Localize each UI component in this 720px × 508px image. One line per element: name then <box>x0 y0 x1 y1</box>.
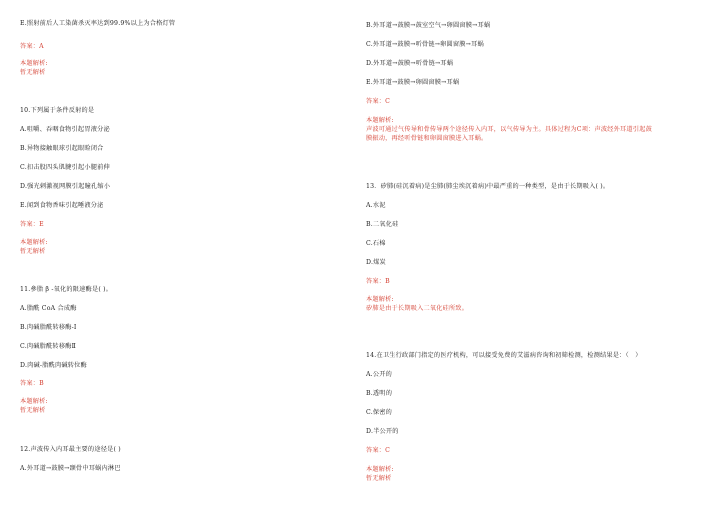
q13-option-b: B.二氧化硅 <box>366 221 399 228</box>
q11-option-a: A.脂酰 CoA 合成酶 <box>20 305 77 312</box>
q10-option-b: B.异物接触眼球引起眼睑闭合 <box>20 145 104 152</box>
q10-option-a: A.咀嚼、吞咽食物引起胃液分泌 <box>20 126 110 133</box>
q13-explanation-title: 本题解析: <box>366 296 394 303</box>
q13-stem: 13．矽肺(硅沉着病)是尘肺(肺尘埃沉着病)中最严重的一种类型，是由于长期吸入( )。 <box>366 183 610 190</box>
q10-option-e: E.闻到食物香味引起唾液分泌 <box>20 202 104 209</box>
q9-explanation-body: 暂无解析 <box>20 69 46 76</box>
q11-explanation-title: 本题解析: <box>20 398 48 405</box>
q11-answer: 答案：B <box>20 380 44 387</box>
q13-explanation-body: 矽肺是由于长期吸入二氧化硅所致。 <box>366 305 469 312</box>
right-column <box>366 0 696 508</box>
q10-option-c: C.扣击股四头肌腱引起小腿前伸 <box>20 164 110 171</box>
q13-option-d: D.煤炭 <box>366 259 386 266</box>
q12-option-e: E.外耳道→鼓膜→卵圆窗膜→耳蜗 <box>366 79 460 86</box>
q13-option-a: A.水泥 <box>366 202 386 209</box>
q11-option-d: D.肉碱-脂酰肉碱转位酶 <box>20 362 87 369</box>
q9-explanation-title: 本题解析: <box>20 60 48 67</box>
q12-explanation-title: 本题解析: <box>366 117 394 124</box>
q10-option-d: D.强光刺激视网膜引起瞳孔缩小 <box>20 183 111 190</box>
q12-stem: 12.声波传入内耳最主要的途径是( ) <box>20 446 121 453</box>
q13-option-c: C.石棉 <box>366 240 386 247</box>
q14-explanation-title: 本题解析: <box>366 466 394 473</box>
q13-answer: 答案：B <box>366 278 390 285</box>
q12-option-a: A.外耳道→鼓膜→颞骨中耳蜗内淋巴 <box>20 465 121 472</box>
q12-explanation-body-line1: 声波可通过气传导和骨传导两个途径传入内耳，以气传导为主。具体过程为C项：声波经外耳道引起鼓 <box>366 126 652 133</box>
q11-stem: 11.參脂 β -氧化的限速酶是( )。 <box>20 286 113 293</box>
q11-option-b: B.肉碱脂酰转移酶-Ⅰ <box>20 324 77 331</box>
q9-answer: 答案：A <box>20 43 44 50</box>
q14-option-b: B.透明的 <box>366 390 393 397</box>
q12-explanation-body-line2: 膜振动，再经听骨链和卵圆窗膜进入耳蜗。 <box>366 135 488 142</box>
q12-option-c: C.外耳道→鼓膜→听骨链→卵圆窗膜→耳蜗 <box>366 41 484 48</box>
q12-option-b: B.外耳道→鼓膜→鼓室空气→卵圆窗膜→耳蜗 <box>366 22 491 29</box>
q11-explanation-body: 暂无解析 <box>20 407 46 414</box>
q10-answer: 答案：E <box>20 221 44 228</box>
q14-option-d: D.半公开的 <box>366 428 399 435</box>
q14-option-c: C.保密的 <box>366 409 393 416</box>
q14-stem: 14.在卫生行政部门指定的医疗机构，可以接受免费的艾滋病咨询和初筛检测，检测结果是：（ ） <box>366 352 642 359</box>
q10-explanation-body: 暂无解析 <box>20 248 46 255</box>
q9-option-e: E.照射前后人工染菌杀灭率达到99.9%以上为合格灯管 <box>20 20 176 27</box>
q12-answer: 答案：C <box>366 98 391 105</box>
q14-answer: 答案：C <box>366 447 391 454</box>
left-column <box>20 0 350 508</box>
q10-explanation-title: 本题解析: <box>20 239 48 246</box>
q14-option-a: A.公开的 <box>366 371 392 378</box>
q14-explanation-body: 暂无解析 <box>366 475 392 482</box>
q12-option-d: D.外耳道→鼓膜→听骨链→耳蜗 <box>366 60 454 67</box>
q10-stem: 10.下列属于条件反射的是 <box>20 107 95 114</box>
q11-option-c: C.肉碱脂酰转移酶Ⅱ <box>20 343 76 350</box>
